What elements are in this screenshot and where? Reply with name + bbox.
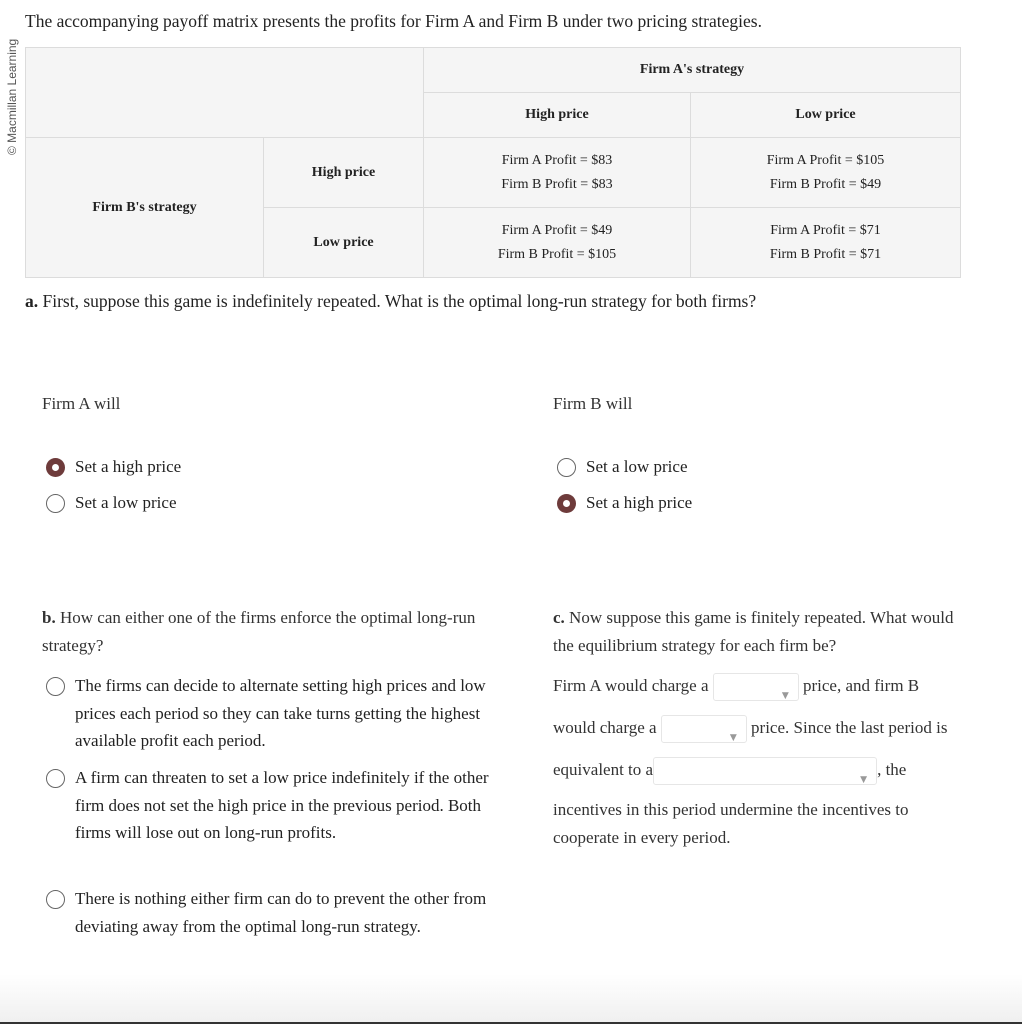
chevron-down-icon: ▼: [860, 775, 868, 786]
firm-b-will-label: Firm B will: [553, 394, 633, 413]
radio-label: The firms can decide to alternate setting high prices and low prices each period so they can take turns getting the highest available profit each period.: [75, 676, 486, 750]
intro-text: The accompanying payoff matrix presents the profits for Firm A and Firm B under two pricing strategies.: [25, 11, 762, 31]
radio-unselected-icon[interactable]: [46, 890, 65, 909]
part-c-text: price, and firm B: [803, 676, 920, 695]
part-b-question: [42, 604, 482, 659]
part-c-line-3: [553, 756, 906, 785]
radio-label: Set a high price: [75, 457, 182, 476]
col-header-high-price: High price: [424, 93, 691, 138]
payoff-firm-a: Firm A Profit = $71: [770, 222, 881, 238]
radio-firm-a-high[interactable]: [46, 457, 181, 477]
radio-label: Set a low price: [586, 457, 688, 476]
radio-label: There is nothing either firm can do to prevent the other from deviating away from the optimal long-run strategy.: [75, 889, 487, 936]
part-c-line-2: [553, 714, 947, 743]
payoff-firm-a: Firm A Profit = $49: [501, 222, 613, 238]
part-c-question: [553, 604, 973, 659]
payoff-firm-b: Firm B Profit = $83: [501, 176, 613, 192]
radio-selected-icon[interactable]: [557, 494, 576, 513]
row-header-low-price: Low price: [264, 208, 424, 278]
firm-a-price-dropdown[interactable]: [713, 673, 799, 701]
radio-label: Set a low price: [75, 493, 177, 512]
radio-part-b-option-1[interactable]: [46, 676, 491, 755]
radio-firm-b-low[interactable]: [557, 457, 688, 477]
radio-selected-icon[interactable]: [46, 458, 65, 477]
part-c-text: Firm A would charge a: [553, 676, 709, 695]
part-c-text: incentives in this period undermine the incentives to: [553, 800, 909, 819]
part-c-text: , the: [877, 760, 907, 779]
row-header-high-price: High price: [264, 138, 424, 208]
payoff-cell-high-high: [424, 138, 691, 208]
part-a-label: a.: [25, 291, 39, 311]
chevron-down-icon: ▼: [729, 733, 737, 744]
part-c-text: would charge a: [553, 718, 657, 737]
payoff-matrix: [25, 47, 961, 278]
payoff-firm-a: Firm A Profit = $105: [766, 152, 885, 168]
part-c-text: price. Since the last period is: [751, 718, 948, 737]
payoff-firm-b: Firm B Profit = $49: [769, 176, 882, 192]
payoff-firm-a: Firm A Profit = $83: [501, 152, 613, 168]
radio-unselected-icon[interactable]: [46, 494, 65, 513]
firm-b-price-dropdown[interactable]: [661, 715, 747, 743]
radio-label: Set a high price: [586, 493, 693, 512]
bottom-fade: [0, 974, 1022, 1024]
col-header-low-price: Low price: [691, 93, 961, 138]
last-period-dropdown[interactable]: [653, 757, 877, 785]
matrix-corner: [26, 48, 424, 138]
payoff-firm-b: Firm B Profit = $105: [497, 246, 617, 262]
radio-unselected-icon[interactable]: [557, 458, 576, 477]
part-a-question: [25, 291, 756, 312]
part-c-text: cooperate in every period.: [553, 827, 731, 847]
part-c-label: c.: [553, 608, 565, 627]
radio-part-b-option-2[interactable]: [46, 768, 491, 847]
firm-a-will-label: Firm A will: [42, 394, 121, 413]
copyright-watermark: © Macmillan Learning: [5, 38, 19, 155]
payoff-cell-high-low: [691, 138, 961, 208]
radio-part-b-option-3[interactable]: [46, 889, 491, 940]
part-c-question-text: Now suppose this game is finitely repeated. What would the equilibrium strategy for each firm be?: [553, 608, 954, 655]
part-a-question-text: First, suppose this game is indefinitely repeated. What is the optimal long-run strategy for both firms?: [42, 291, 757, 311]
radio-unselected-icon[interactable]: [46, 677, 65, 696]
part-c-line-1: [553, 672, 919, 701]
radio-unselected-icon[interactable]: [46, 769, 65, 788]
firm-b-strategy-header: Firm B's strategy: [26, 138, 264, 278]
part-b-question-text: How can either one of the firms enforce the optimal long-run strategy?: [42, 608, 476, 655]
part-b-label: b.: [42, 608, 56, 627]
radio-firm-a-low[interactable]: [46, 493, 177, 513]
payoff-cell-low-high: [424, 208, 691, 278]
payoff-cell-low-low: [691, 208, 961, 278]
firm-a-strategy-header: Firm A's strategy: [424, 48, 961, 93]
payoff-firm-b: Firm B Profit = $71: [769, 246, 882, 262]
part-c-line-4: [553, 796, 973, 851]
chevron-down-icon: ▼: [781, 691, 789, 702]
part-c-text: equivalent to a: [553, 760, 654, 779]
radio-label: A firm can threaten to set a low price indefinitely if the other firm does not set the high price in the previous period. Both firms will lose out on long-run profits.: [75, 768, 489, 842]
radio-firm-b-high[interactable]: [557, 493, 692, 513]
